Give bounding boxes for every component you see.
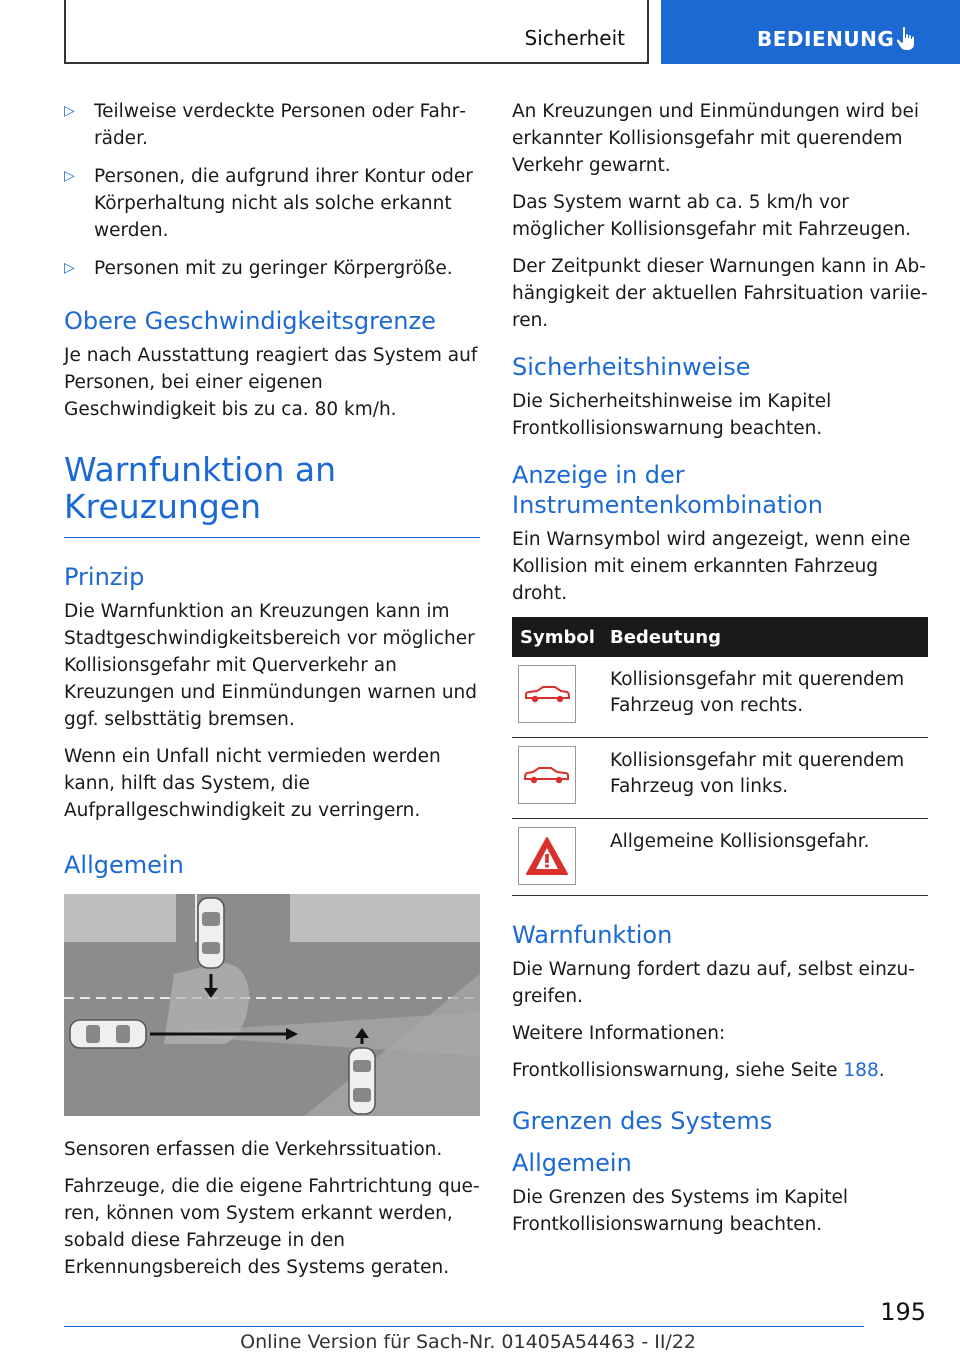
table-header-row — [512, 617, 928, 657]
intersection-diagram — [64, 894, 480, 1116]
caption-text-1: Sensoren erfassen die Verkehrssituation. — [64, 1139, 443, 1160]
warning-triangle-icon — [524, 835, 570, 877]
list-item: ▷ Personen, die aufgrund ihrer Kontur oder Körperhaltung nicht als solche erkannt werden. — [64, 163, 480, 244]
display-text: Ein Warnsymbol wird angezeigt, wenn eine Kollision mit einem erkannten Fahrzeug droht. — [512, 529, 911, 604]
table-cell-text: Allgemeine Kollisionsgefahr. — [602, 819, 928, 896]
caption-text-2: Fahrzeuge, die die eigene Fahrtrichtung queren, können vom System erkannt werden, sobald diese Fahrzeuge in den Erkennungsbereich des Systems geraten. — [64, 1176, 480, 1278]
display-heading: Anzeige in der Instrumentenkombination — [512, 461, 823, 519]
main-heading: Warnfunktion an Kreuzungen — [64, 451, 480, 538]
red-car-left-icon — [523, 764, 571, 786]
limits-general-heading: Allgemein — [512, 1149, 632, 1177]
column-header-meaning: Bedeutung — [602, 617, 928, 657]
warning-function-heading: Warnfunktion — [512, 921, 673, 949]
intro-text-3: Der Zeitpunkt dieser Warnungen kann in Abhängigkeit der aktuellen Fahrsituation variieren. — [512, 256, 928, 331]
intro-text-1: An Kreuzungen und Einmündungen wird bei erkannter Kollisionsgefahr mit querendem Verkehr gewarnt. — [512, 101, 920, 176]
right-column — [512, 98, 928, 1248]
car-top — [198, 898, 224, 968]
column-header-symbol: Symbol — [512, 617, 602, 657]
chapter-title: BEDIENUNG — [757, 27, 895, 51]
safety-text: Die Sicherheitshinweise im Kapitel Frontkollisionswarnung beachten. — [512, 391, 832, 439]
safety-heading: Sicherheitshinweise — [512, 353, 751, 381]
speed-limit-text: Je nach Ausstattung reagiert das System auf Personen, bei einer eigenen Geschwindigkeit bis zu ca. 80 km/h. — [64, 345, 478, 420]
principle-text-1: Die Warnfunktion an Kreuzungen kann im Stadtgeschwindigkeitsbereich vor möglicher Kollisionsgefahr mit Querverkehr an Kreuzungen und Einmündungen warnen und ggf. selbsttätig bremsen. — [64, 601, 478, 730]
hand-pointer-icon — [895, 26, 919, 52]
page-reference-link[interactable]: 188 — [843, 1060, 879, 1081]
bullet-list — [64, 98, 480, 282]
header-chapter-tab[interactable] — [661, 0, 960, 64]
table-cell-text: Kollisionsgefahr mit querendem Fahrzeug von links. — [602, 738, 928, 819]
table-row — [512, 819, 928, 896]
footer-online-version: Online Version für Sach-Nr. 01405A54463 - II/22 — [240, 1331, 696, 1353]
symbol-table — [512, 617, 928, 896]
footer-divider — [64, 1326, 864, 1327]
warning-text-2: Weitere Informationen: — [512, 1023, 726, 1044]
triangle-bullet-icon: ▷ — [64, 103, 75, 119]
car-bottom — [349, 1048, 375, 1114]
red-car-right-icon — [523, 683, 571, 705]
general-heading: Allgemein — [64, 851, 184, 879]
list-item: ▷ Teilweise verdeckte Personen oder Fahrräder. — [64, 98, 480, 152]
page-number: 195 — [880, 1298, 926, 1326]
system-limits-heading: Grenzen des Systems — [512, 1107, 773, 1135]
speed-limit-heading: Obere Geschwindigkeitsgrenze — [64, 307, 436, 335]
intro-text-2: Das System warnt ab ca. 5 km/h vor möglicher Kollisionsgefahr mit Fahrzeugen. — [512, 192, 912, 240]
principle-heading: Prinzip — [64, 563, 145, 591]
warning-text-3: Frontkollisionswarnung, siehe Seite 188. — [512, 1060, 885, 1081]
list-item: ▷ Personen mit zu geringer Körpergröße. — [64, 255, 480, 282]
limits-text: Die Grenzen des Systems im Kapitel Frontkollisionswarnung beachten. — [512, 1187, 848, 1235]
left-column — [64, 98, 480, 1291]
section-title: Sicherheit — [524, 26, 625, 50]
sensor-field-top-car — [164, 963, 249, 1044]
sidewalk-top-left — [64, 894, 176, 942]
car-left — [70, 1020, 146, 1048]
triangle-bullet-icon: ▷ — [64, 260, 75, 276]
principle-text-2: Wenn ein Unfall nicht vermieden werden kann, hilft das System, die Aufprallgeschwindigkeit zu verringern. — [64, 746, 441, 821]
triangle-bullet-icon: ▷ — [64, 168, 75, 184]
table-cell-text: Kollisionsgefahr mit querendem Fahrzeug von rechts. — [602, 657, 928, 738]
table-row — [512, 738, 928, 819]
header-section-tab — [64, 0, 649, 64]
warning-text-1: Die Warnung fordert dazu auf, selbst einzugreifen. — [512, 959, 915, 1007]
sidewalk-top-right — [290, 894, 480, 942]
table-row — [512, 657, 928, 738]
